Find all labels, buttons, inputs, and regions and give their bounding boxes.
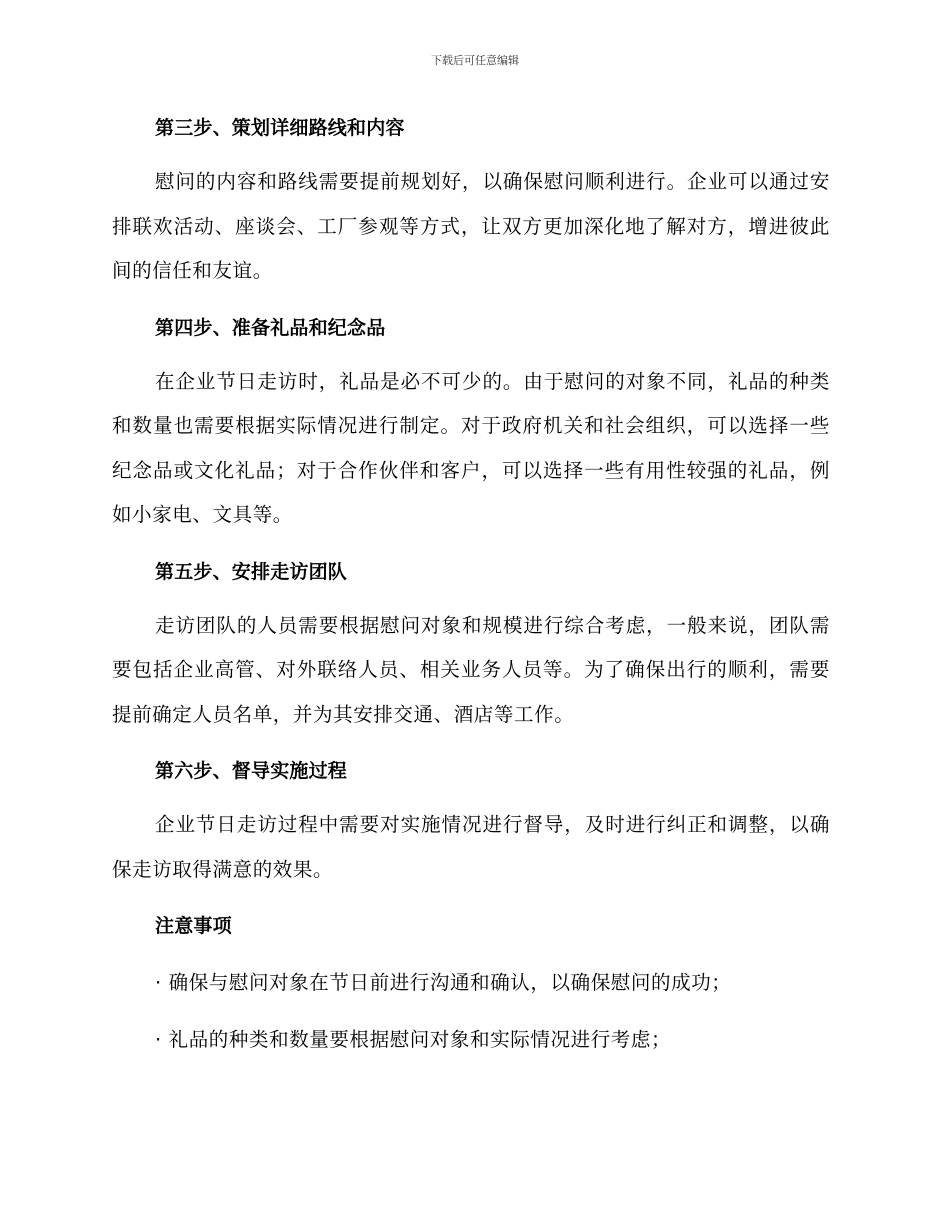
section-paragraph: 走访团队的人员需要根据慰问对象和规模进行综合考虑，一般来说，团队需要包括企业高管、对外联络人员、相关业务人员等。为了确保出行的顺利，需要提前确定人员名单，并为其安排交通、酒店等工作。: [112, 613, 830, 726]
section-step-6: [112, 753, 830, 908]
section-step-4: [112, 310, 830, 554]
section-heading: 第三步、策划详细路线和内容: [155, 117, 405, 139]
document-body: [112, 110, 830, 1058]
page-header: 下载后可任意编辑: [431, 54, 519, 67]
section-paragraph: 慰问的内容和路线需要提前规划好，以确保慰问顺利进行。企业可以通过安排联欢活动、座谈会、工厂参观等方式，让双方更加深化地了解对方，增进彼此间的信任和友谊。: [112, 170, 830, 282]
notes-section: [112, 908, 830, 1058]
notes-item: · 确保与慰问对象在节日前进行沟通和确认，以确保慰问的成功；: [155, 971, 732, 994]
notes-heading: 注意事项: [155, 915, 232, 937]
section-heading: 第六步、督导实施过程: [155, 760, 348, 782]
section-heading: 第五步、安排走访团队: [155, 560, 348, 583]
section-paragraph: 在企业节日走访时，礼品是必不可少的。由于慰问的对象不同，礼品的种类和数量也需要根据实际情况进行制定。对于政府机关和社会组织，可以选择一些纪念品或文化礼品；对于合作伙伴和客户，可以选择一些有用性较强的礼品，例如小家电、文具等。: [112, 369, 830, 526]
section-step-3: [112, 110, 830, 310]
notes-item: · 礼品的种类和数量要根据慰问对象和实际情况进行考虑；: [155, 1028, 672, 1051]
section-heading: 第四步、准备礼品和纪念品: [155, 316, 386, 339]
section-paragraph: 企业节日走访过程中需要对实施情况进行督导，及时进行纠正和调整，以确保走访取得满意的效果。: [112, 813, 830, 881]
section-step-5: [112, 554, 830, 754]
